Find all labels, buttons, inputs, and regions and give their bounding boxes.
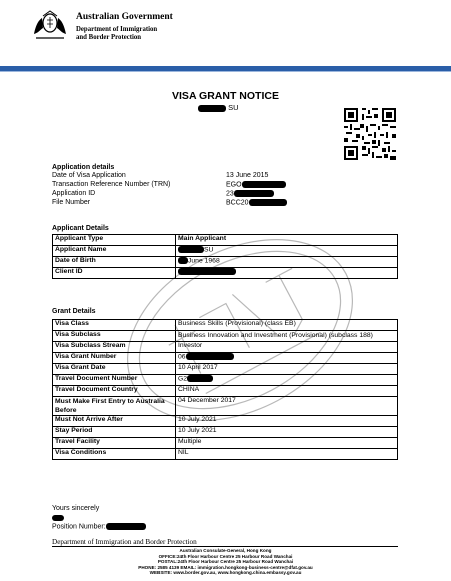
table-row bbox=[53, 246, 398, 257]
footer-line: POSTAL:24th Floor Harbour Centre 25 Harbour Road Wanchai bbox=[157, 559, 294, 565]
footer-line: PHONE: 2585 4139 EMAIL: immigration.hongkong-business-centre@dfat.gov.au bbox=[138, 564, 313, 570]
table-value-text: G2 bbox=[178, 375, 188, 383]
detail-value bbox=[226, 199, 287, 208]
position-number bbox=[52, 523, 146, 530]
table-value: 10 July 2021 bbox=[176, 416, 398, 427]
redaction-mark bbox=[187, 375, 213, 382]
table-row bbox=[53, 353, 398, 364]
grant-details-heading: Grant Details bbox=[52, 308, 96, 315]
table-row bbox=[53, 364, 398, 375]
detail-value bbox=[226, 190, 274, 199]
detail-row bbox=[52, 199, 249, 208]
table-value: Multiple bbox=[176, 438, 398, 449]
detail-row bbox=[52, 190, 234, 199]
redaction-mark bbox=[249, 199, 287, 206]
table-value: Business Innovation and Investment (Provisional) (subclass 188) bbox=[176, 331, 398, 342]
detail-label: Application ID bbox=[52, 190, 96, 197]
redaction-mark bbox=[178, 268, 236, 275]
table-label: Date of Birth bbox=[53, 257, 176, 268]
government-header bbox=[76, 12, 173, 42]
table-row bbox=[53, 438, 398, 449]
closing-department: Department of Immigration and Border Protection bbox=[52, 538, 197, 546]
table-value-text: 06 bbox=[178, 353, 186, 361]
coat-of-arms-icon bbox=[30, 8, 70, 42]
table-row bbox=[53, 320, 398, 331]
table-value-text: June 1968 bbox=[188, 257, 220, 265]
table-label: Applicant Type bbox=[53, 235, 176, 246]
table-label: Visa Subclass bbox=[53, 331, 176, 342]
table-row bbox=[53, 397, 398, 416]
office-footer bbox=[0, 548, 451, 576]
table-row bbox=[53, 427, 398, 438]
redaction-mark bbox=[186, 353, 234, 360]
redaction-mark bbox=[198, 105, 226, 112]
redaction-mark bbox=[52, 515, 64, 521]
table-row bbox=[53, 342, 398, 353]
table-value: 04 December 2017 bbox=[176, 397, 398, 416]
table-row bbox=[53, 375, 398, 386]
signature-redaction bbox=[52, 515, 64, 522]
table-value bbox=[176, 268, 398, 279]
closing-sincerely: Yours sincerely bbox=[52, 505, 100, 512]
table-label: Must Make First Entry to Australia Before bbox=[53, 397, 176, 416]
table-label: Travel Document Country bbox=[53, 386, 176, 397]
table-value bbox=[176, 257, 398, 268]
qr-code-icon bbox=[344, 108, 396, 160]
grant-details-table bbox=[52, 319, 398, 460]
table-value: 10 July 2021 bbox=[176, 427, 398, 438]
table-row bbox=[53, 268, 398, 279]
footer-line: OFFICE:24th Floor Harbour Centre 25 Harbour Road Wanchai bbox=[158, 553, 293, 559]
table-label: Travel Document Number bbox=[53, 375, 176, 386]
detail-value: 13 June 2015 bbox=[226, 172, 269, 179]
table-value: Business Skills (Provisional) (class EB) bbox=[176, 320, 398, 331]
footer-line: WEBSITE: www.border.gov.au, www.hongkong.china.embassy.gov.au bbox=[149, 570, 302, 576]
detail-value-text: EGO bbox=[226, 181, 242, 189]
application-details-heading: Application details bbox=[52, 164, 115, 171]
redaction-mark bbox=[242, 181, 286, 188]
table-value: Investor bbox=[176, 342, 398, 353]
table-label: Applicant Name bbox=[53, 246, 176, 257]
detail-label: Date of Visa Application bbox=[52, 172, 126, 179]
table-value: 10 April 2017 bbox=[176, 364, 398, 375]
department-name bbox=[76, 26, 173, 42]
detail-value-text: 23 bbox=[226, 190, 234, 198]
position-label: Position Number: bbox=[52, 523, 106, 531]
table-row bbox=[53, 416, 398, 427]
document-title: VISA GRANT NOTICE bbox=[172, 90, 279, 102]
header-band-line bbox=[0, 71, 451, 72]
department-line-2: and Border Protection bbox=[76, 34, 142, 41]
table-label: Visa Grant Date bbox=[53, 364, 176, 375]
footer-divider bbox=[52, 546, 398, 547]
applicant-details-heading: Applicant Details bbox=[52, 225, 109, 232]
redaction-mark bbox=[178, 257, 188, 264]
redaction-mark bbox=[178, 246, 204, 253]
table-label: Travel Facility bbox=[53, 438, 176, 449]
detail-value-text: BCC20 bbox=[226, 199, 249, 207]
table-label: Stay Period bbox=[53, 427, 176, 438]
table-value bbox=[176, 353, 398, 364]
application-details bbox=[52, 172, 269, 208]
detail-row bbox=[52, 172, 269, 181]
detail-value bbox=[226, 181, 286, 190]
table-row bbox=[53, 331, 398, 342]
table-row bbox=[53, 449, 398, 460]
table-value bbox=[176, 375, 398, 386]
holder-name-text: SU bbox=[228, 103, 239, 112]
table-value: CHINA bbox=[176, 386, 398, 397]
table-label: Visa Grant Number bbox=[53, 353, 176, 364]
table-label: Visa Subclass Stream bbox=[53, 342, 176, 353]
government-name: Australian Government bbox=[76, 12, 173, 22]
applicant-details-table bbox=[52, 234, 398, 279]
table-label: Client ID bbox=[53, 268, 176, 279]
department-line-1: Department of Immigration bbox=[76, 26, 158, 33]
redaction-mark bbox=[106, 523, 146, 530]
detail-row bbox=[52, 181, 242, 190]
table-value: NIL bbox=[176, 449, 398, 460]
table-row bbox=[53, 386, 398, 397]
table-label: Must Not Arrive After bbox=[53, 416, 176, 427]
footer-line: Australian Consulate-General, Hong Kong bbox=[179, 548, 272, 553]
table-value: Main Applicant bbox=[176, 235, 398, 246]
table-value-text: SU bbox=[204, 246, 214, 254]
table-label: Visa Conditions bbox=[53, 449, 176, 460]
table-row bbox=[53, 235, 398, 246]
detail-label: Transaction Reference Number (TRN) bbox=[52, 181, 171, 188]
table-value bbox=[176, 246, 398, 257]
detail-label: File Number bbox=[52, 199, 91, 206]
table-row bbox=[53, 257, 398, 268]
redaction-mark bbox=[234, 190, 274, 197]
holder-name bbox=[198, 103, 239, 112]
table-label: Visa Class bbox=[53, 320, 176, 331]
